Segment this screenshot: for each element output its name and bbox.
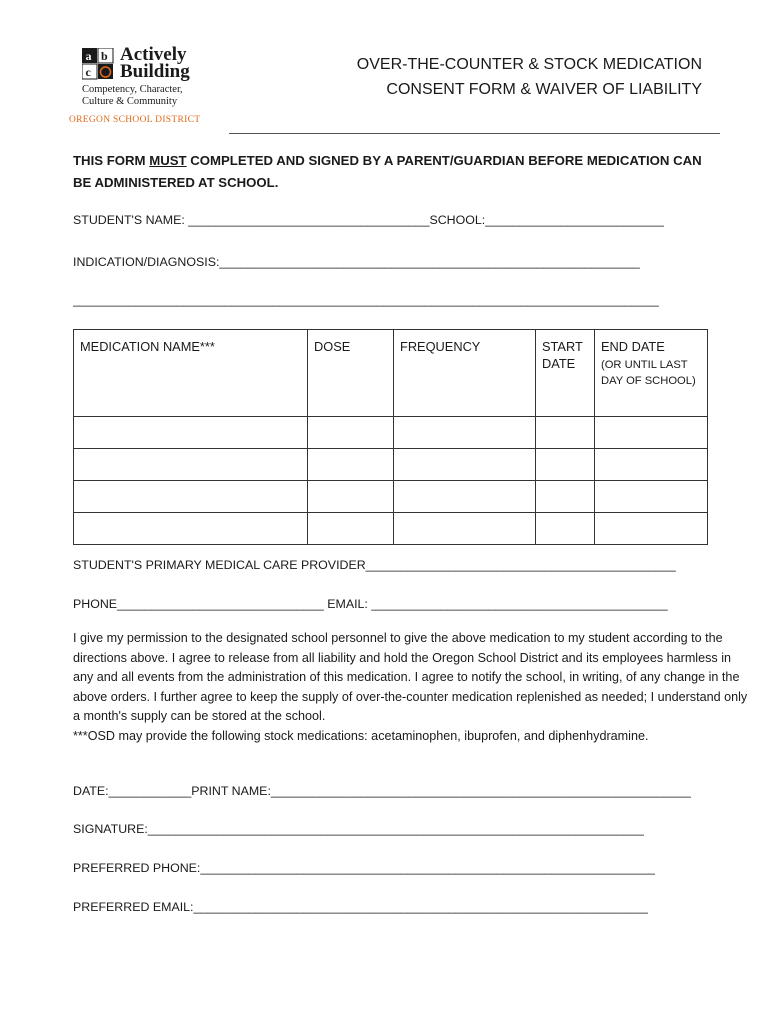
indication-diagnosis-field[interactable]: INDICATION/DIAGNOSIS:_____________________________________________________________ [73,255,640,269]
dose-cell[interactable] [308,481,394,513]
stock-medication-note: ***OSD may provide the following stock medications: acetaminophen, ibuprofen, and diphenhydramine. [73,728,649,743]
end-date-cell[interactable] [595,481,708,513]
additional-diagnosis-line[interactable]: _____________________________________________________________________________________ [73,293,659,307]
table-row [74,417,708,449]
logo-district-name: OREGON SCHOOL DISTRICT [69,115,201,125]
table-row [74,513,708,545]
start-date-cell[interactable] [536,417,595,449]
district-logo [68,44,218,130]
end-date-cell[interactable] [595,513,708,545]
logo-tagline: Competency, Character, Culture & Community [82,84,183,107]
header-end-date-label: END DATE [601,339,665,354]
medication-name-cell[interactable] [74,513,308,545]
frequency-cell[interactable] [394,417,536,449]
header-medication-name: MEDICATION NAME*** [74,330,308,417]
dose-cell[interactable] [308,449,394,481]
signature-field[interactable]: SIGNATURE:________________________________________________________________________ [73,822,644,836]
phone-email-field[interactable]: PHONE______________________________ EMAIL: ___________________________________________ [73,597,668,611]
consent-statement [73,629,749,747]
form-title-line2: CONSENT FORM & WAIVER OF LIABILITY [386,81,702,98]
header-frequency: FREQUENCY [394,330,536,417]
form-title [357,52,702,102]
table-row [74,481,708,513]
table-row [74,449,708,481]
instruction-part1: THIS FORM [73,153,150,168]
start-date-cell[interactable] [536,513,595,545]
consent-text: I give my permission to the designated school personnel to give the above medication to my student according to the directions above. I agree to release from all liability and hold the Oregon School District and its employees harmless in any and all events from the administration of this medication. I agree to notify the school, in writing, of any change in the above orders. I further agree to keep the supply of over-the-counter medication replenished as needed; I understand only a month's supply can be stored at the school. [73,631,748,724]
title-divider [229,133,720,134]
svg-text:c: c [85,65,91,79]
svg-text:b: b [101,49,108,63]
medication-name-cell[interactable] [74,417,308,449]
frequency-cell[interactable] [394,481,536,513]
header-end-date-note: (OR UNTIL LAST DAY OF SCHOOL) [601,359,696,387]
instruction-part2: COMPLETED AND SIGNED BY A PARENT/GUARDIAN BEFORE MEDICATION CAN BE ADMINISTERED AT SCHOOL. [73,153,702,190]
dose-cell[interactable] [308,417,394,449]
medication-table-header [74,330,708,417]
logo-wordmark-line1: Actively [120,44,187,65]
medication-name-cell[interactable] [74,481,308,513]
start-date-cell[interactable] [536,449,595,481]
student-school-field[interactable]: STUDENT'S NAME: ___________________________________SCHOOL:__________________________ [73,213,665,227]
dose-cell[interactable] [308,513,394,545]
header-dose: DOSE [308,330,394,417]
form-instruction [73,150,713,194]
start-date-cell[interactable] [536,481,595,513]
date-print-name-field[interactable]: DATE:____________PRINT NAME:_____________________________________________________________ [73,784,692,798]
preferred-email-field[interactable]: PREFERRED EMAIL:__________________________________________________________________ [73,900,649,914]
header-start-date: START DATE [536,330,595,417]
end-date-cell[interactable] [595,449,708,481]
medication-table [73,329,708,545]
instruction-emphasis: MUST [149,153,187,168]
preferred-phone-field[interactable]: PREFERRED PHONE:__________________________________________________________________ [73,861,656,875]
abcd-blocks-icon [82,48,114,80]
medication-name-cell[interactable] [74,449,308,481]
frequency-cell[interactable] [394,449,536,481]
frequency-cell[interactable] [394,513,536,545]
logo-wordmark-line2: Building [120,61,190,82]
header-end-date [595,330,708,417]
form-title-line1: OVER-THE-COUNTER & STOCK MEDICATION [356,56,702,73]
end-date-cell[interactable] [595,417,708,449]
medical-provider-field[interactable]: STUDENT'S PRIMARY MEDICAL CARE PROVIDER_____________________________________________ [73,558,676,572]
svg-text:a: a [85,49,92,63]
